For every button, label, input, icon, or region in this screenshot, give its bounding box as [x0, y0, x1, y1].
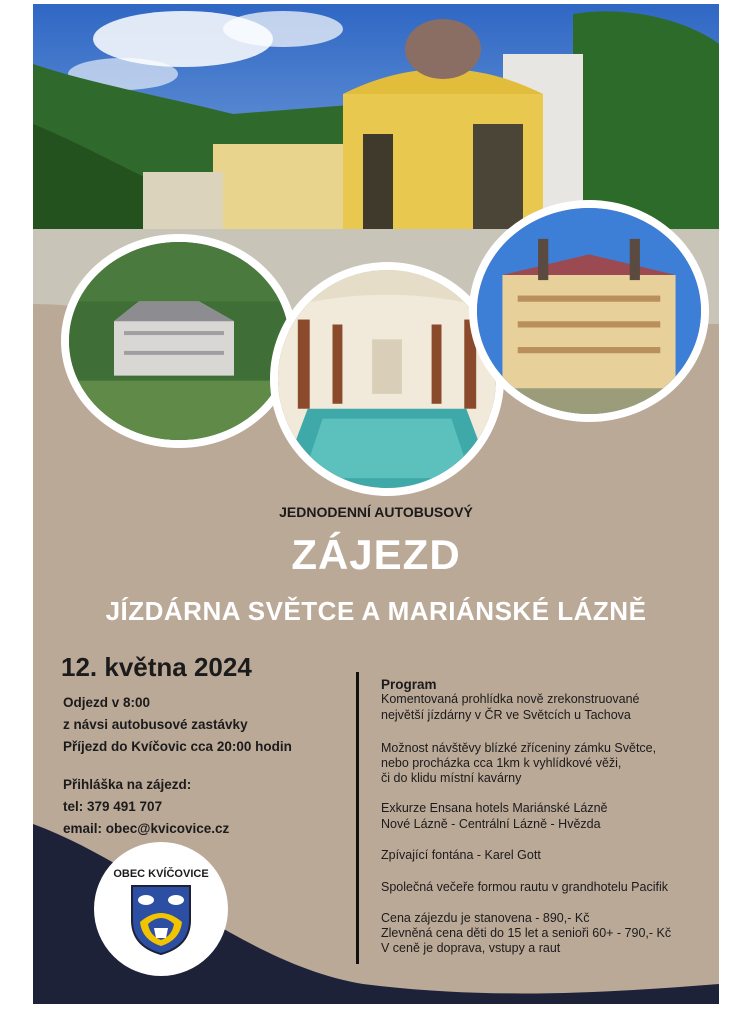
program-item-2b: nebo procházka cca 1km k vyhlídkové věži,	[381, 756, 622, 770]
signup-label: Přihláška na zájezd:	[63, 777, 192, 792]
price-line-3: V ceně je doprava, vstupy a raut	[381, 941, 561, 955]
program-item-3b: Nové Lázně - Centrální Lázně - Hvězda	[381, 817, 601, 831]
coat-of-arms-icon	[130, 884, 192, 956]
program-item-1b: největší jízdárny v ČR ve Světcích u Tachova	[381, 708, 631, 722]
riding-hall-photo	[61, 234, 297, 448]
program-item-4: Zpívající fontána - Karel Gott	[381, 848, 541, 862]
price-line-2: Zlevněná cena děti do 15 let a senioři 60+ - 790,- Kč	[381, 926, 672, 940]
program-item-2c: či do klidu místní kavárny	[381, 771, 522, 785]
program-item-1a: Komentovaná prohlídka nově zrekonstruované	[381, 692, 640, 706]
departure-time: Odjezd v 8:00	[63, 695, 151, 710]
emblem-label: OBEC KVÍČOVICE	[113, 868, 209, 880]
program-item-2a: Možnost návštěvy blízké zříceniny zámku Světce,	[381, 741, 657, 755]
column-divider	[356, 672, 359, 964]
price-line-1: Cena zájezdu je stanovena - 890,- Kč	[381, 911, 590, 925]
email-address: email: obec@kvicovice.cz	[63, 821, 230, 836]
event-date: 12. května 2024	[61, 652, 252, 682]
village-emblem	[94, 842, 228, 976]
destination-title: JÍZDÁRNA SVĚTCE A MARIÁNSKÉ LÁZNĚ	[105, 596, 647, 626]
poster	[33, 4, 719, 1004]
hotel-pacifik-photo	[469, 200, 709, 422]
departure-place: z návsi autobusové zastávky	[63, 717, 248, 732]
program-item-3a: Exkurze Ensana hotels Mariánské Lázně	[381, 801, 608, 815]
program-item-5: Společná večeře formou rautu v grandhotelu Pacifik	[381, 880, 668, 894]
subtitle: JEDNODENNÍ AUTOBUSOVÝ	[279, 504, 473, 520]
page-title: ZÁJEZD	[291, 531, 461, 578]
program-heading: Program	[381, 677, 437, 692]
arrival-time: Příjezd do Kvíčovic cca 20:00 hodin	[63, 739, 292, 754]
phone-number: tel: 379 491 707	[63, 799, 163, 814]
